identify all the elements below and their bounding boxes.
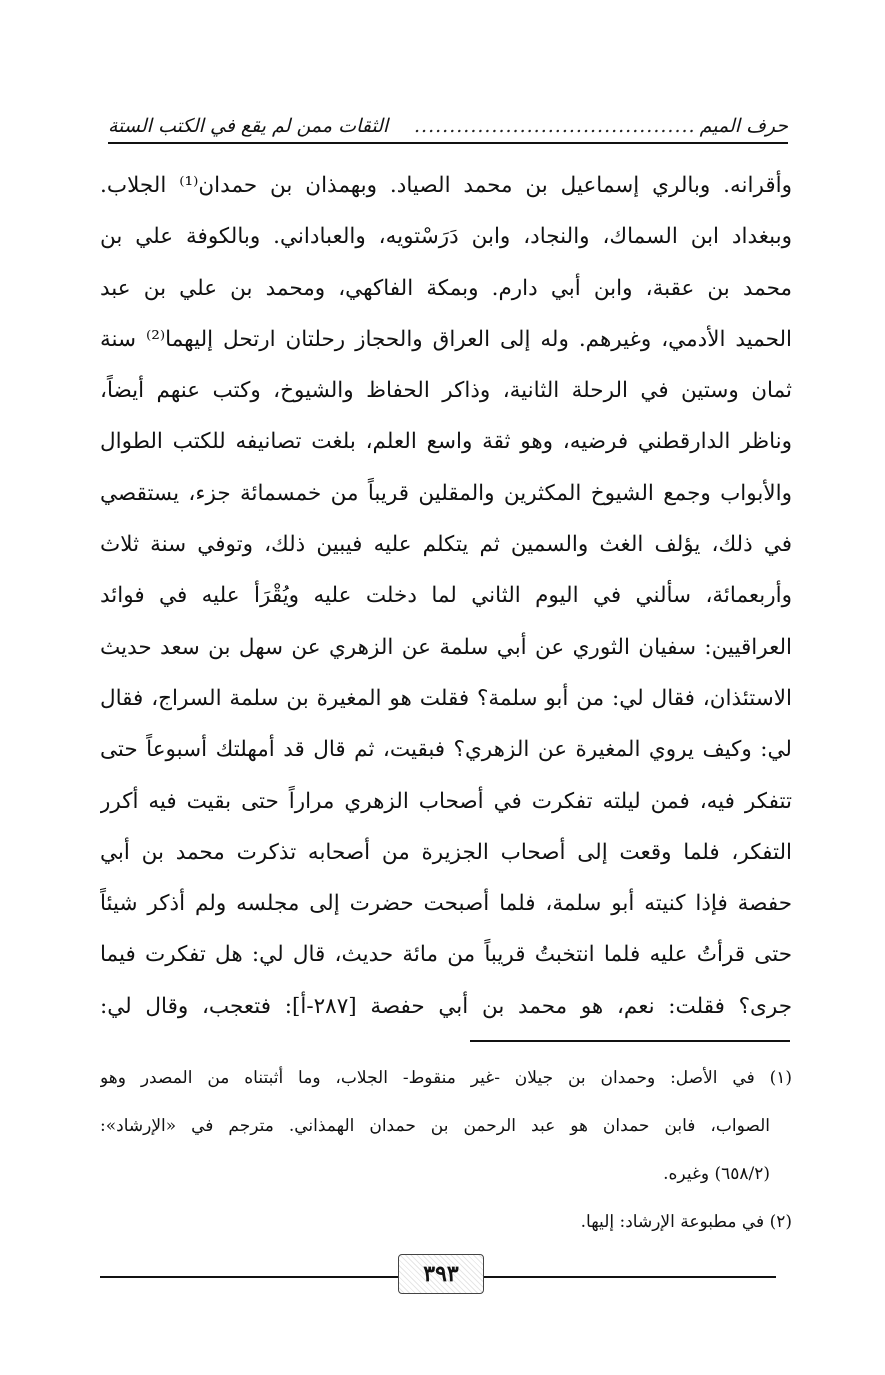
footnote-separator [470,1040,790,1042]
text-line: العراقيين: سفيان الثوري عن أبي سلمة عن الزهري عن سهل بن سعد حديث [100,634,792,660]
text-line: التفكر، فلما وقعت إلى أصحاب الجزيرة من أصحابه تذكرت محمد بن أبي [100,839,792,865]
footnote-1-line: الصواب، فابن حمدان هو عبد الرحمن بن حمدان الهمذاني. مترجم في «الإرشاد»: [100,1116,770,1136]
main-text [100,160,792,1032]
text-line: لي: وكيف يروي المغيرة عن الزهري؟ فبقيت، ثم قال قد أمهلتك أسبوعاً حتى [100,737,792,763]
page-number: ٣٩٣ [398,1254,484,1294]
footnote-1-line: (٦٥٨/٢) وغيره. [663,1164,770,1184]
text-line: جرى؟ فقلت: نعم، هو محمد بن أبي حفصة [٢٨٧-أ]: فتعجب، وقال لي: [100,993,792,1019]
footnote-2-line: (٢) في مطبوعة الإرشاد: إليها. [580,1212,792,1232]
text-line: وناظر الدارقطني فرضيه، وهو ثقة واسع العلم، بلغت تصانيفه للكتب الطوال [100,429,792,455]
header-book-title: الثقات ممن لم يقع في الكتب الستة [108,115,389,137]
text-line: حتى قرأتُ عليه فلما انتخبتُ قريباً من مائة حديث، قال لي: هل تفكرت فيما [100,942,792,968]
text-line: وأقرانه. وبالري إسماعيل بن محمد الصياد. وبهمذان بن حمدان⁽¹⁾ الجلاب. [100,173,792,198]
text-line: حفصة فإذا كنيته أبو سلمة، فلما أصبحت حضرت إلى مجلسه ولم أذكر شيئاً [100,891,792,917]
text-line: والأبواب وجمع الشيوخ المكثرين والمقلين قريباً من خمسمائة جزء، يستقصي [100,480,792,506]
page-number-rule-left [100,1276,400,1278]
header-section-title: حرف الميم [699,115,788,137]
text-line: وببغداد ابن السماك، والنجاد، وابن دَرَسْتويه، والعباداني. وبالكوفة علي بن [100,224,792,250]
footnote-1-line: (١) في الأصل: وحمدان بن جيلان -غير منقوط- الجلاب، وما أثبتناه من المصدر وهو [100,1068,792,1088]
page-number-rule-right [482,1276,776,1278]
text-line: وأربعمائة، سألني في اليوم الثاني لما دخلت عليه ويُقْرَأ عليه في فوائد [100,583,792,609]
text-line: محمد بن عقبة، وابن أبي دارم. وبمكة الفاكهي، ومحمد بن علي بن عبد [100,275,792,301]
running-header [108,100,788,136]
text-line: تتفكر فيه، فمن ليلته تفكرت في أصحاب الزهري مراراً حتى بقيت فيه أكرر [100,788,792,814]
footnotes [100,1054,792,1246]
header-divider [108,142,788,144]
text-line: الاستئذان، فقال لي: من أبو سلمة؟ فقلت هو المغيرة بن سلمة السراج، فقال [100,685,792,711]
text-line: ثمان وستين في الرحلة الثانية، وذاكر الحفاظ والشيوخ، وكتب عنهم أيضاً، [100,378,792,404]
text-line: في ذلك، يؤلف الغث والسمين ثم يتكلم عليه فيبين ذلك، وتوفي سنة ثلاث [100,532,792,558]
text-line: الحميد الأدمي، وغيرهم. وله إلى العراق والحجاز رحلتان ارتحل إليهما⁽²⁾ سنة [100,326,792,352]
header-leader-dots: ........................................ [414,117,696,136]
